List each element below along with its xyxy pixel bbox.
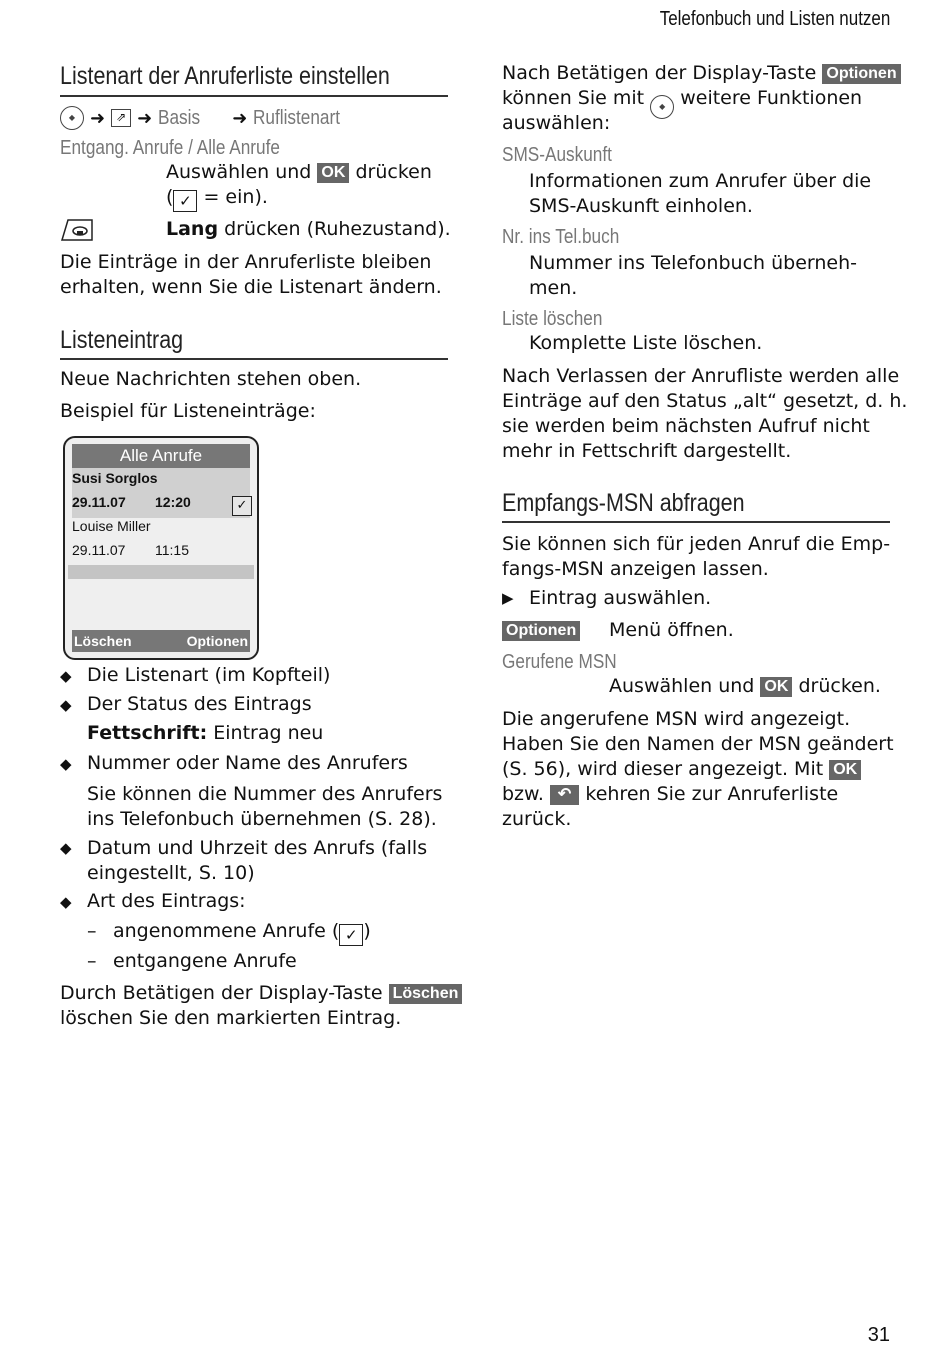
dash-bullet-icon: – [87,920,97,942]
option-sms-auskunft-desc: Informationen zum Anrufer über die SMS-Auskunft einholen. [529,170,872,217]
diamond-bullet-icon: ◆ [60,893,72,911]
paragraph-loeschen-line2: löschen Sie den markierten Eintrag. [60,1007,402,1029]
checkmark-icon: ✓ [339,924,363,946]
paragraph-msn-result: Die angerufene MSN wird angezeigt. Haben Sie den Namen der MSN geändert (S. 56), wird dieser angezeigt. Mit OK bzw. ↶ kehren Sie zur Anruferliste zurück. [502,708,894,830]
accepted-call-icon: ✓ [232,496,252,516]
option-nr-ins-telbuch-desc: Nummer ins Telefonbuch überneh- men. [529,252,857,299]
softkey-optionen: Optionen [186,633,248,649]
nav-item-ruflistenart: Ruflistenart [253,106,341,129]
step-menu-open [502,619,580,641]
paragraph-example: Beispiel für Listeneinträge: [60,400,316,422]
section-heading-listenart: Listenart der Anruferliste einstellen [60,62,390,90]
diamond-bullet-icon: ◆ [60,839,72,857]
back-key-icon: ↶ [550,785,579,805]
triangle-bullet-icon: ▶ [502,589,514,607]
paragraph-listenart: Die Einträge in der Anruferliste bleiben erhalten, wenn Sie die Listenart ändern. [60,251,442,298]
heading-rule [60,95,448,97]
instruction-long-press: Lang drücken (Ruhezustand). [166,218,451,240]
softkey-loeschen: Löschen [74,633,132,649]
arrow-right-icon: ➜ [232,107,248,129]
ok-key: OK [317,163,349,183]
option-label: Entgang. Anrufe / Alle Anrufe [60,137,280,159]
entry-time-bold: 12:20 [155,494,191,510]
handset-display [63,436,259,660]
running-header: Telefonbuch und Listen nutzen [659,8,890,30]
bullet-listenart: Die Listenart (im Kopfteil) [87,664,331,686]
display-softkeys [72,630,250,652]
option-liste-loeschen: Liste löschen [502,308,603,330]
empty-list-row [68,565,254,579]
navigation-key-icon: ◆ [650,95,674,119]
option-liste-loeschen-desc: Komplette Liste löschen. [529,332,763,354]
diamond-bullet-icon: ◆ [60,755,72,773]
entry-name: Louise Miller [72,518,151,534]
bullet-status-sub: Fettschrift: Eintrag neu [87,722,324,744]
entry-date-bold: 29.11.07 [72,494,126,510]
entry-time: 11:15 [155,542,189,558]
optionen-key: Optionen [502,621,580,641]
dash-item-angenommen: angenommene Anrufe ( ✓ ) [113,920,371,944]
diamond-bullet-icon: ◆ [60,667,72,685]
step-select-ok: Auswählen und OK drücken. [609,675,881,697]
paragraph-loeschen: Durch Betätigen der Display-Taste Löschen [60,982,462,1004]
bullet-nummer: Nummer oder Name des Anrufers [87,752,408,774]
bullet-art: Art des Eintrags: [87,890,246,912]
section-heading-listeneintrag: Listeneintrag [60,326,184,354]
bullet-nummer-sub: Sie können die Nummer des Anrufers ins Telefonbuch übernehmen (S. 28). [87,783,443,830]
heading-rule [502,521,890,523]
paragraph-options-intro: Nach Betätigen der Display-Taste Optionen [502,62,901,84]
option-nr-ins-telbuch: Nr. ins Tel.buch [502,226,620,248]
paragraph-options-intro-line3: auswählen: [502,112,611,134]
page-number: 31 [867,1324,890,1346]
paragraph-options-intro-line2: können Sie mit ◆ weitere Funktionen [502,87,862,119]
nav-item-basis: Basis [158,106,201,129]
paragraph-msn-intro: Sie können sich für jeden Anruf die Emp- fangs-MSN anzeigen lassen. [502,533,891,580]
entry-name-bold: Susi Sorglos [72,470,158,486]
entry-date: 29.11.07 [72,542,126,558]
paragraph-status-alt: Nach Verlassen der Anrufliste werden alle Einträge auf den Status „alt“ gesetzt, d. h. sie werden beim nächsten Aufruf nicht mehr in Fettschrift dargestellt. [502,365,908,462]
dash-item-entgangen: entgangene Anrufe [113,950,297,972]
arrow-right-icon: ➜ [90,107,106,129]
section-heading-empfangs-msn: Empfangs-MSN abfragen [502,489,745,517]
ok-key: OK [829,760,861,780]
nav-path [60,106,354,130]
step-eintrag-auswaehlen: Eintrag auswählen. [529,587,712,609]
heading-rule [60,358,448,360]
arrow-right-icon: ➜ [137,107,153,129]
diamond-bullet-icon: ◆ [60,696,72,714]
option-sms-auskunft: SMS-Auskunft [502,144,612,166]
ok-key: OK [760,677,792,697]
bullet-status: Der Status des Eintrags [87,693,312,715]
step-menu-open-text: Menü öffnen. [609,619,734,641]
dash-bullet-icon: – [87,950,97,972]
menu-icon: ⇗ [111,109,131,127]
loeschen-key: Löschen [389,984,463,1004]
optionen-key: Optionen [822,64,900,84]
instruction-checkbox-note: ( ✓ = ein). [166,186,268,210]
instruction-select: Auswählen und OK drücken [166,161,432,183]
paragraph-new-messages: Neue Nachrichten stehen oben. [60,368,362,390]
navigation-key-icon: ◆ [60,106,84,130]
bullet-datum: Datum und Uhrzeit des Anrufs (falls eingestellt, S. 10) [87,837,428,884]
end-call-key-icon [60,218,94,247]
display-title: Alle Anrufe [72,444,250,468]
option-gerufene-msn: Gerufene MSN [502,651,617,673]
checkmark-icon: ✓ [173,190,197,212]
